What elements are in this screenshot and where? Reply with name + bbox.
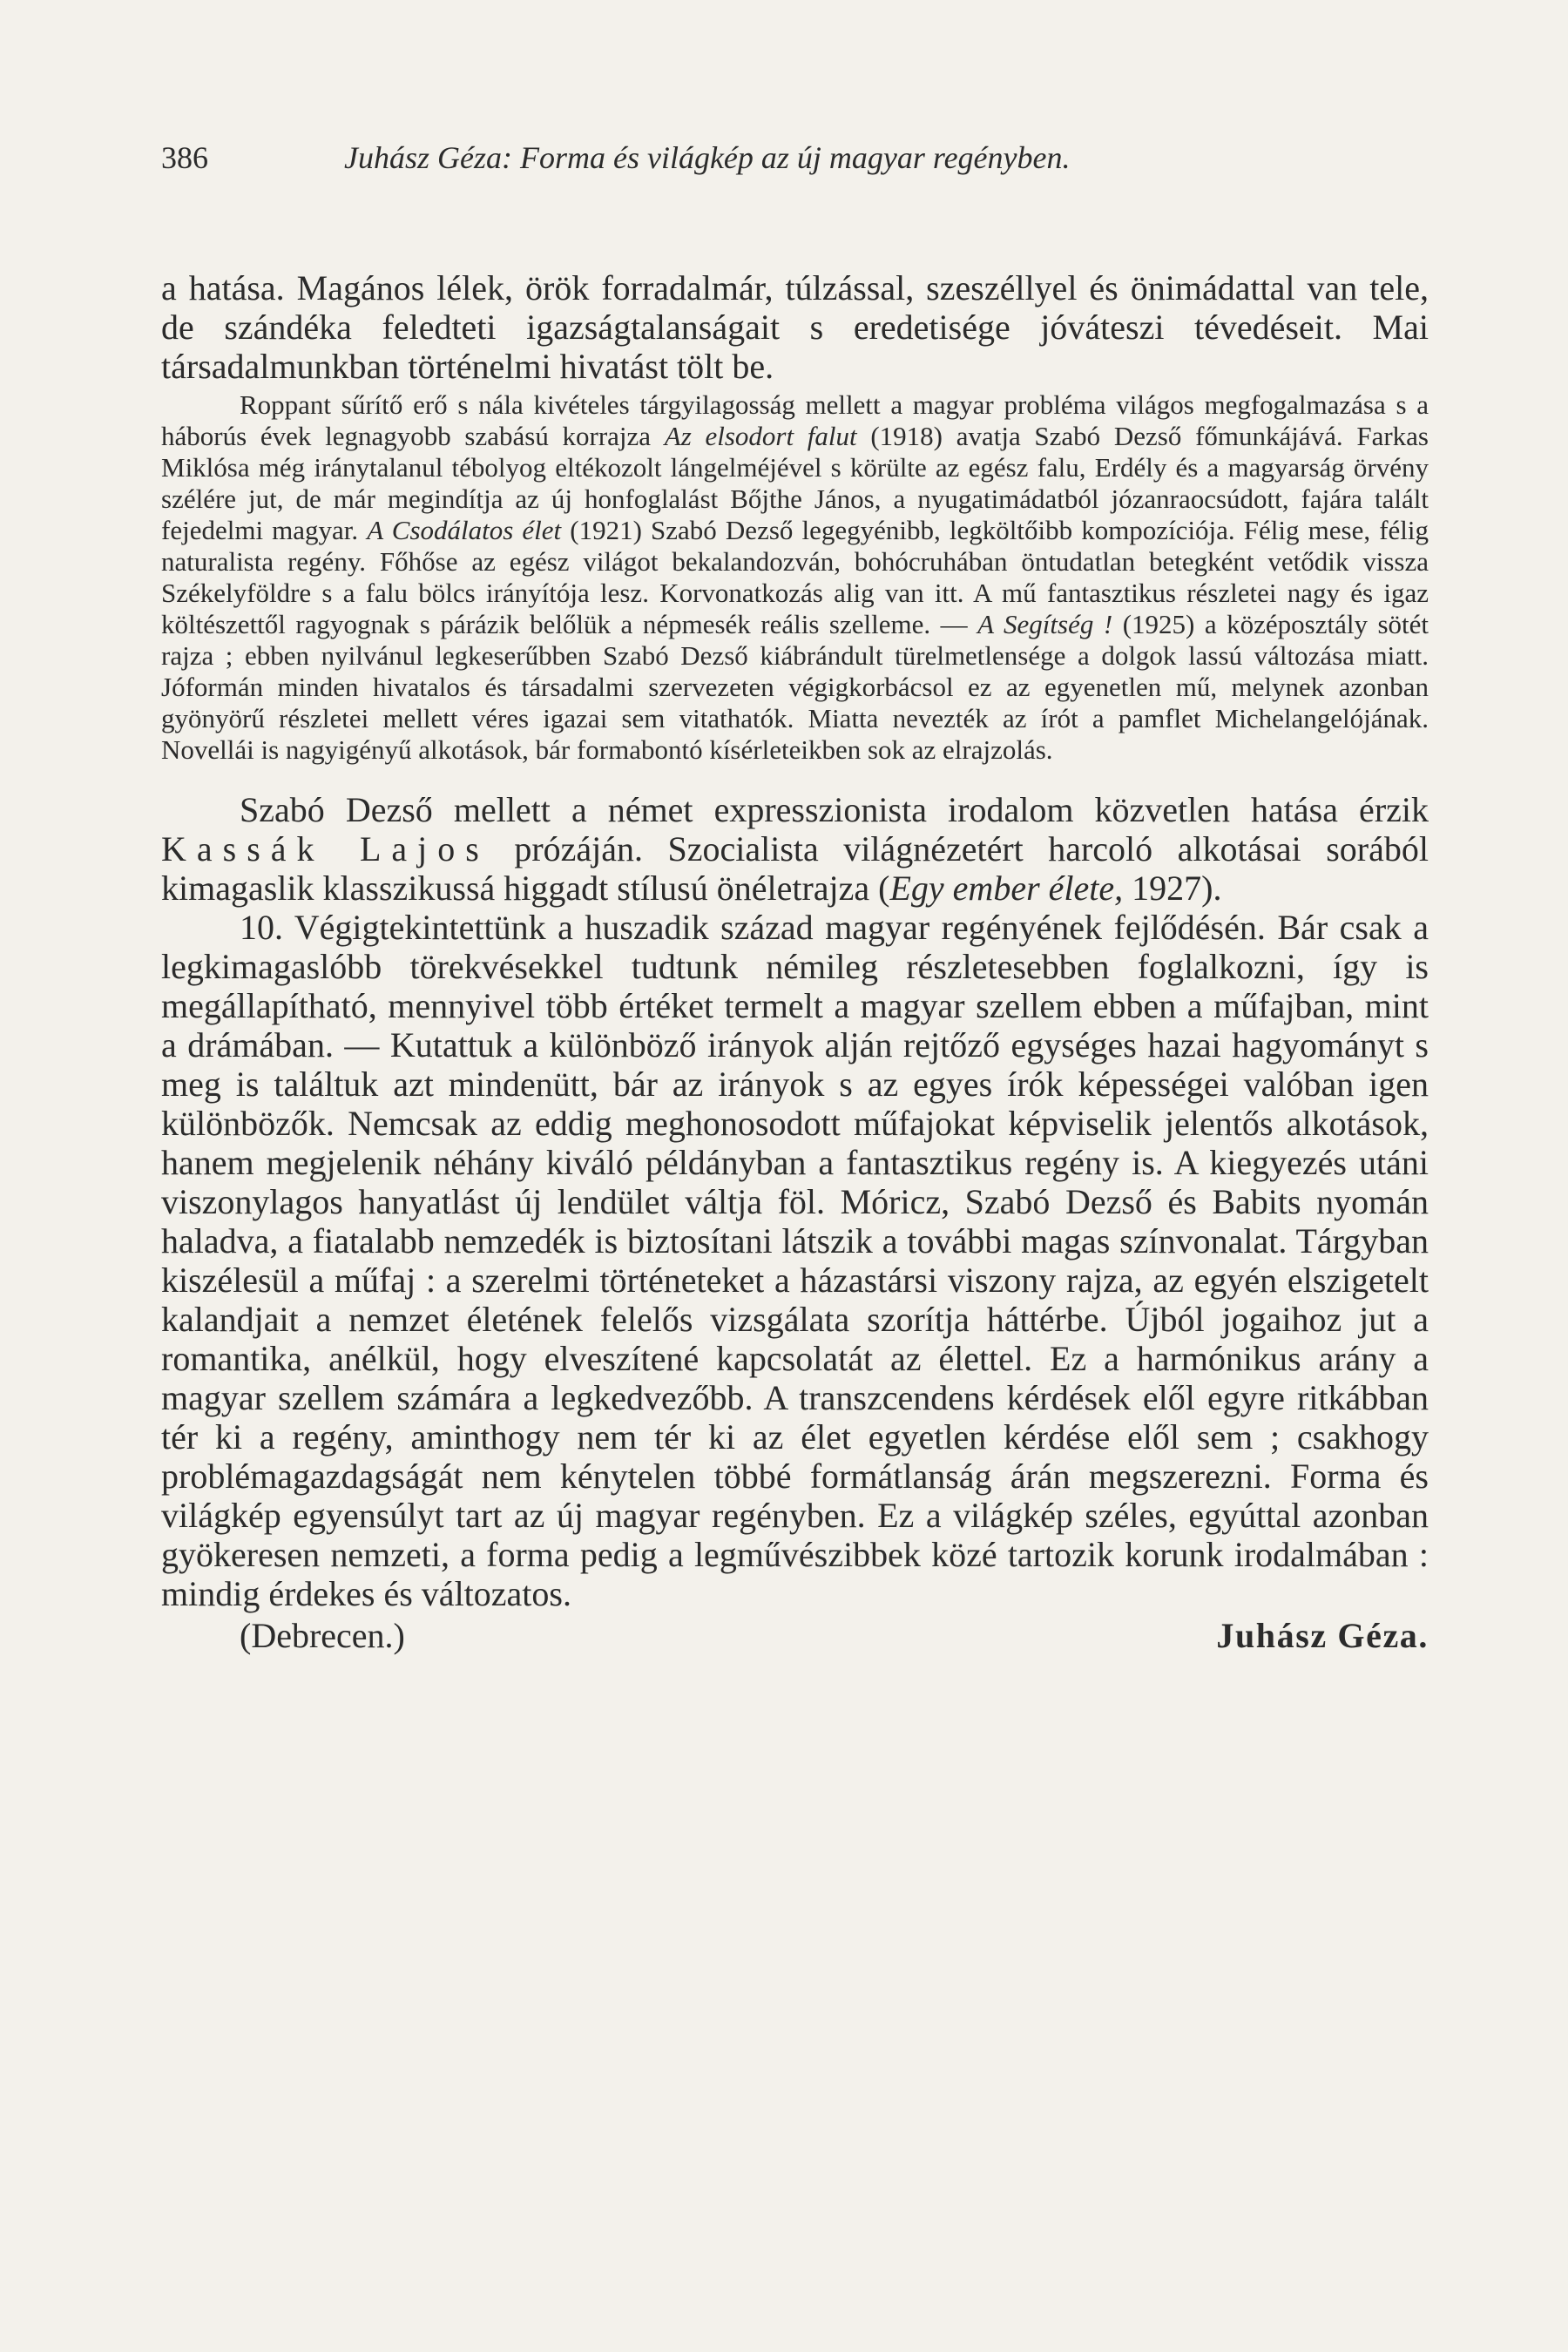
signoff-place: (Debrecen.) <box>240 1616 405 1655</box>
book-title-egy-ember-elete: Egy ember élete, <box>889 868 1124 908</box>
paragraph-1: a hatása. Magános lélek, örök forradalmár, túlzással, szeszéllyel és önimádattal van tele, de szándéka feledteti igazságtalanságait s eredetisége jóváteszi tévedéseit. Mai társadalmunkban történelmi hivatást tölt be. <box>161 268 1429 386</box>
author-name-kassak-lajos: Kassák Lajos <box>161 829 490 868</box>
paragraph-3-text-1: Szabó Dezső mellett a német expresszionista irodalom közvetlen hatása érzik <box>240 790 1429 829</box>
signoff <box>161 1615 1429 1659</box>
book-title-az-elsodort-falu: Az elsodort falut <box>664 421 857 451</box>
paragraph-3-text-3: 1927). <box>1123 868 1222 908</box>
paragraph-3-text-2: prózáján. Szocialista világnézetért harcoló alkotásai sorából kimagaslik klasszikussá higgadt stílusú önéletrajza ( <box>161 829 1429 908</box>
paragraph-2-text-2: (1918) avatja Szabó Dezső főmunkájává. Farkas Miklósa még iránytalanul tébolyog eltékozolt lángelméjével s körülte az egész falu, Erdély és a magyarság örvény szélére jut, de már megindítja az új honfoglalást Bőjthe János, a nyugatimádatból józanraocsúdott, fajára talált fejedelmi magyar. <box>161 421 1429 545</box>
document-page <box>161 139 1429 1659</box>
book-title-a-csodalatos-elet: A Csodálatos élet <box>367 515 562 545</box>
running-title: Juhász Géza: Forma és világkép az új magyar regényben. <box>344 140 1071 175</box>
page-header <box>161 139 1429 192</box>
paragraph-2 <box>161 389 1429 766</box>
document-body <box>161 268 1429 1659</box>
book-title-a-segitseg: A Segítség ! <box>977 609 1113 639</box>
paragraph-2-text-3: (1921) Szabó Dezső legegyénibb, legköltőibb kompozíciója. Félig mese, félig naturalista regény. Főhőse az egész világot bekalandozván, bohócruhában öntudatlan betegként vetődik vissza Székelyföldre s a falu bölcs irányítója lesz. Korvonatkozás alig van itt. A mű fantasztikus részletei nagy és igaz költészettől ragyognak s párázik belőlük a népmesék reális szelleme. — <box>161 515 1429 639</box>
signoff-author: Juhász Géza. <box>1216 1616 1429 1655</box>
page-number: 386 <box>161 140 208 175</box>
paragraph-2-text-4: (1925) a középosztály sötét rajza ; ebben nyilvánul legkeserűbben Szabó Dezső kiábrándult türelmetlensége a dolgok lassú változása miatt. Jóformán minden hivatalos és társadalmi szervezeten végigkorbácsol ez az egyenetlen mű, melynek azonban gyönyörű részletei mellett véres igazai sem vitathatók. Miatta nevezték az írót a pamflet Michelangelójának. Novellái is nagyigényű alkotások, bár formabontó kísérleteikben sok az elrajzolás. <box>161 609 1429 765</box>
paragraph-3 <box>161 790 1429 908</box>
paragraph-4: 10. Végigtekintettünk a huszadik század magyar regényének fejlődésén. Bár csak a legkimagaslóbb törekvésekkel tudtunk némileg részletesebben foglalkozni, így is megállapítható, mennyivel több értéket termelt a magyar szellem ebben a műfajban, mint a drámában. — Kutattuk a különböző irányok alján rejtőző egységes hazai hagyományt s meg is találtuk azt mindenütt, bár az irányok s az egyes írók képességei valóban igen különbözők. Nemcsak az eddig meghonosodott műfajokat képviselik jelentős alkotások, hanem megjelenik néhány kiváló példányban a fantasztikus regény is. A kiegyezés utáni viszonylagos hanyatlást új lendület váltja föl. Móricz, Szabó Dezső és Babits nyomán haladva, a fiatalabb nemzedék is biztosítani látszik a további magas színvonalat. Tárgyban kiszélesül a műfaj : a szerelmi történeteket a házastársi viszony rajza, az egyén elszigetelt kalandjait a nemzet életének felelős vizsgálata szorítja háttérbe. Újból jogaihoz jut a romantika, anélkül, hogy elveszítené kapcsolatát az élettel. Ez a harmónikus arány a magyar szellem számára a legkedvezőbb. A transzcendens kérdések elől egyre ritkábban tér ki a regény, aminthogy nem tér ki az élet egyetlen kérdése elől sem ; csakhogy problémagazdagságát nem kénytelen többé formátlanság árán megszerezni. Forma és világkép egyensúlyt tart az új magyar regényben. Ez a világkép széles, egyúttal azonban gyökeresen nemzeti, a forma pedig a legművészibbek közé tartozik korunk irodalmában : mindig érdekes és változatos. <box>161 908 1429 1613</box>
paragraph-2-text-1: Roppant sűrítő erő s nála kivételes tárgyilagosság mellett a magyar probléma világos megfogalmazása s a háborús évek legnagyobb szabású korrajza <box>161 389 1429 451</box>
